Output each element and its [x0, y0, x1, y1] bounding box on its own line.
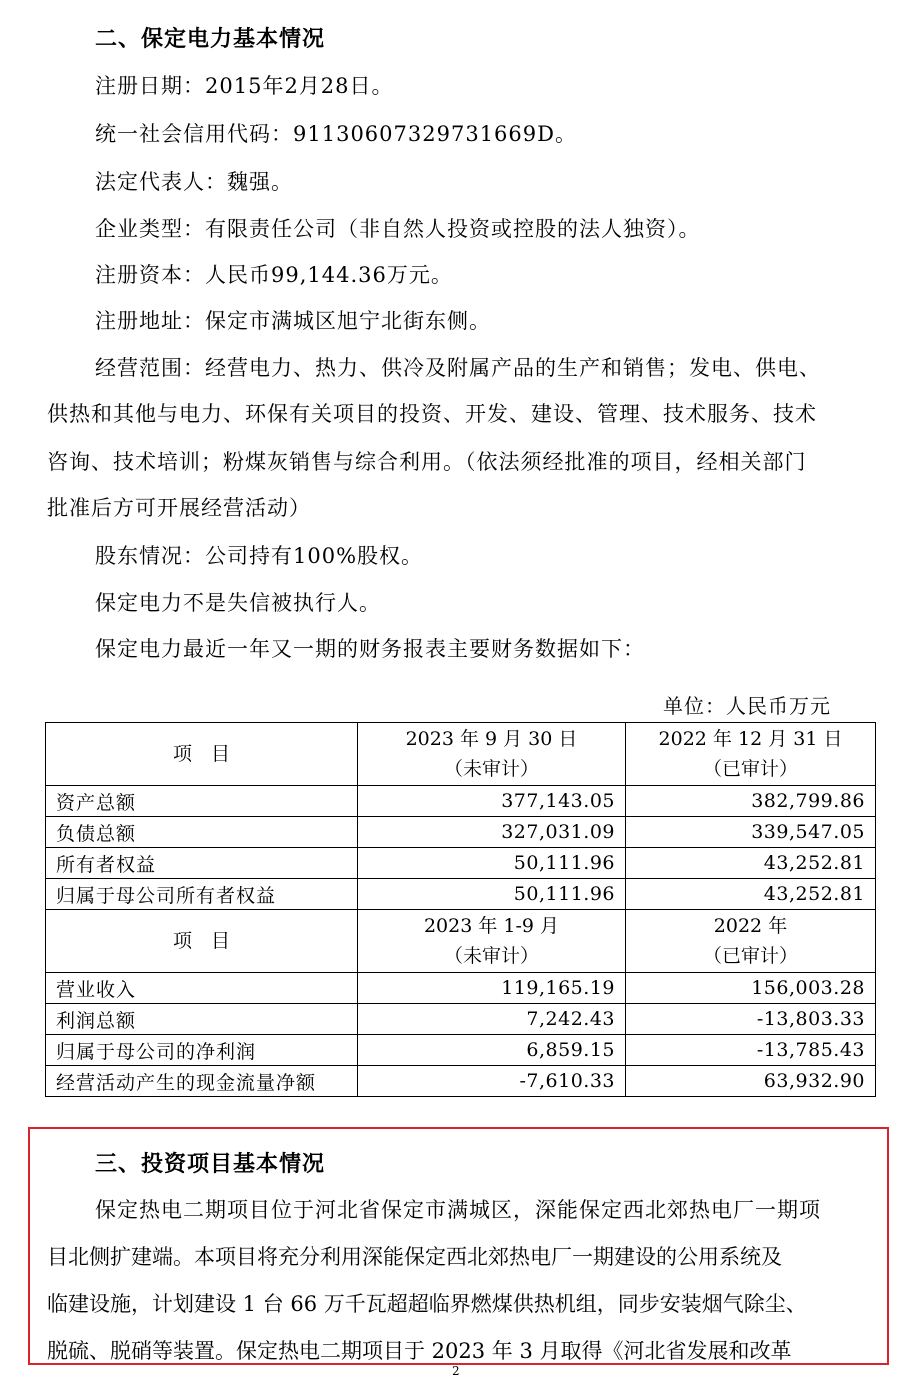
- row-value: 7,242.43: [358, 1004, 626, 1035]
- table-row: [46, 879, 876, 910]
- row-value: -13,803.33: [626, 1004, 876, 1035]
- row-value: 382,799.86: [626, 786, 876, 817]
- header-col1: [358, 723, 626, 786]
- scope-line: 经营范围：经营电力、热力、供冷及附属产品的生产和销售；发电、供电、: [95, 356, 821, 380]
- row-value: -7,610.33: [358, 1066, 626, 1097]
- reg-address: 注册地址：保定市满城区旭宁北街东侧。: [95, 309, 491, 333]
- row-value: 50,111.96: [358, 879, 626, 910]
- header-col1-date: 2023 年 1-9 月: [423, 915, 560, 937]
- section3-heading: 三、投资项目基本情况: [95, 1152, 326, 1177]
- unit-label: 单位：人民币万元: [663, 694, 831, 718]
- table-row: [46, 1066, 876, 1097]
- row-value: 377,143.05: [358, 786, 626, 817]
- row-value: 43,252.81: [626, 848, 876, 879]
- scope-line: 咨询、技术培训；粉煤灰销售与综合利用。（依法须经批准的项目，经相关部门: [47, 450, 807, 474]
- table-header-row: [46, 723, 876, 786]
- header-col1: [358, 910, 626, 973]
- row-label: 经营活动产生的现金流量净额: [46, 1066, 358, 1097]
- row-value: 339,547.05: [626, 817, 876, 848]
- financial-table: [45, 722, 876, 1097]
- table-row: [46, 786, 876, 817]
- header-col2: [626, 910, 876, 973]
- row-value: 63,932.90: [626, 1066, 876, 1097]
- header-item-label: 项 目: [172, 930, 230, 952]
- header-item: [46, 723, 358, 786]
- reg-capital: 注册资本：人民币99,144.36万元。: [95, 263, 453, 287]
- row-value: 327,031.09: [358, 817, 626, 848]
- credit-code: 统一社会信用代码：91130607329731669D。: [95, 122, 577, 146]
- scope-line: 供热和其他与电力、环保有关项目的投资、开发、建设、管理、技术服务、技术: [47, 402, 817, 426]
- section3-line: 目北侧扩建端。本项目将充分利用深能保定西北郊热电厂一期建设的公用系统及: [47, 1245, 782, 1269]
- section2-heading: 二、保定电力基本情况: [95, 27, 326, 52]
- header-item: [46, 910, 358, 973]
- row-label: 归属于母公司的净利润: [46, 1035, 358, 1066]
- section3-line: 脱硫、脱硝等装置。保定热电二期项目于 2023 年 3 月取得《河北省发展和改革: [47, 1339, 792, 1363]
- table-header-row: [46, 910, 876, 973]
- row-value: 43,252.81: [626, 879, 876, 910]
- table-row: [46, 848, 876, 879]
- section3-line: 保定热电二期项目位于河北省保定市满城区，深能保定西北郊热电厂一期项: [95, 1198, 821, 1222]
- row-value: 156,003.28: [626, 973, 876, 1004]
- scope-line: 批准后方可开展经营活动）: [47, 496, 311, 520]
- header-col2: [626, 723, 876, 786]
- table-row: [46, 1035, 876, 1066]
- legal-rep: 法定代表人：魏强。: [95, 170, 293, 194]
- row-value: 119,165.19: [358, 973, 626, 1004]
- row-label: 营业收入: [46, 973, 358, 1004]
- section3-line: 临建设施，计划建设 1 台 66 万千瓦超超临界燃煤供热机组，同步安装烟气除尘、: [47, 1292, 807, 1316]
- header-col1-audit: （未审计）: [443, 758, 539, 780]
- row-value: -13,785.43: [626, 1035, 876, 1066]
- row-label: 负债总额: [46, 817, 358, 848]
- header-item-label: 项 目: [172, 743, 230, 765]
- financial-intro: 保定电力最近一年又一期的财务报表主要财务数据如下：: [95, 637, 645, 661]
- company-type: 企业类型：有限责任公司（非自然人投资或控股的法人独资）。: [95, 217, 701, 241]
- row-label: 所有者权益: [46, 848, 358, 879]
- reg-date: 注册日期：2015年2月28日。: [95, 74, 394, 98]
- row-value: 50,111.96: [358, 848, 626, 879]
- shareholder-info: 股东情况：公司持有100%股权。: [95, 544, 424, 568]
- header-col2-audit: （已审计）: [702, 758, 798, 780]
- row-label: 资产总额: [46, 786, 358, 817]
- header-col2-date: 2022 年 12 月 31 日: [658, 728, 843, 750]
- header-col1-audit: （未审计）: [443, 945, 539, 967]
- header-col2-date: 2022 年: [713, 915, 788, 937]
- table-row: [46, 973, 876, 1004]
- header-col1-date: 2023 年 9 月 30 日: [405, 728, 578, 750]
- header-col2-audit: （已审计）: [702, 945, 798, 967]
- row-label: 归属于母公司所有者权益: [46, 879, 358, 910]
- row-value: 6,859.15: [358, 1035, 626, 1066]
- row-label: 利润总额: [46, 1004, 358, 1035]
- table-row: [46, 817, 876, 848]
- page-number: 2: [452, 1364, 460, 1378]
- table-row: [46, 1004, 876, 1035]
- dishonest-status: 保定电力不是失信被执行人。: [95, 591, 381, 615]
